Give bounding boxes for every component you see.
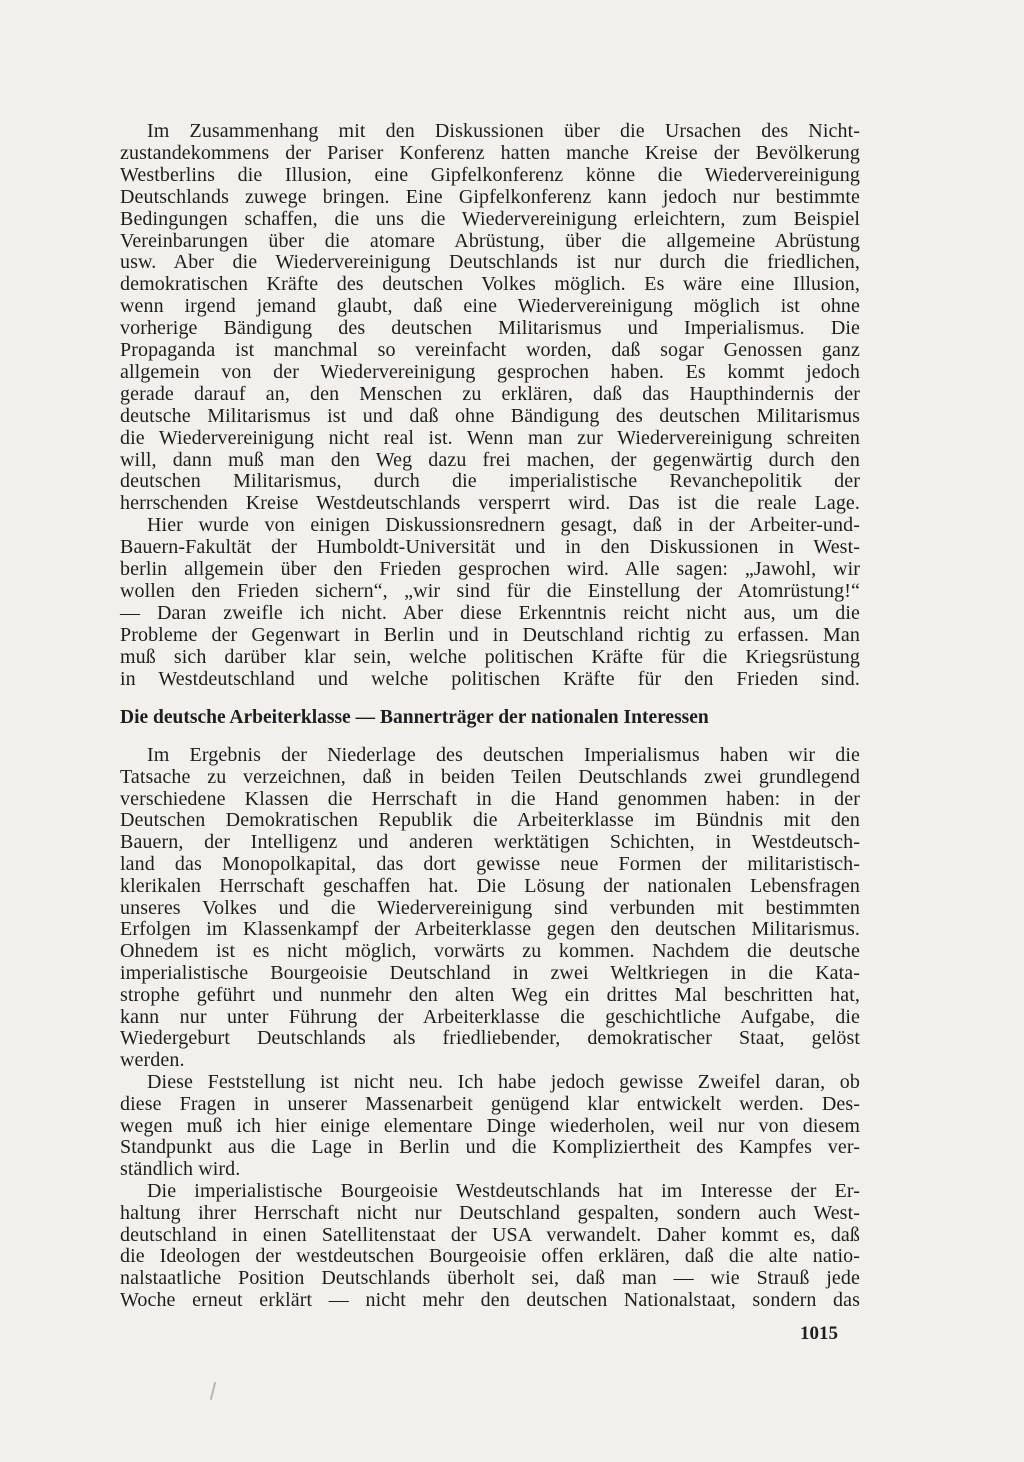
text-line: allgemein von der Wiedervereinigung gesprochen haben. Es kommt jedoch [120,360,860,383]
text-line: die Ideologen der westdeutschen Bourgeoisie offen erklären, daß die alte natio- [120,1245,860,1268]
text-line: berlin allgemein über den Frieden gesprochen wird. Alle sagen: „Jawohl, wir [120,558,860,580]
text-line: deutschen Militarismus, durch die imperialistische Revanchepolitik der [120,470,860,493]
text-line: nalstaatliche Position Deutschlands überholt sei, daß man — wie Strauß jede [120,1267,860,1290]
text-line: strophe geführt und nunmehr den alten Weg ein drittes Mal beschritten hat, [120,983,860,1006]
text-line: wollen den Frieden sichern“, „wir sind für die Einstellung der Atomrüstung!“ [120,579,860,602]
text-line: unseres Volkes und die Wiedervereinigung sind verbunden mit bestimmten [120,896,860,919]
text-line: Propaganda ist manchmal so vereinfacht worden, daß sogar Genossen ganz [120,339,860,361]
text-line: ständlich wird. [120,1158,241,1181]
text-line: Die imperialistische Bourgeoisie Westdeutschlands hat im Interesse der Er- [147,1180,860,1202]
text-line: Erfolgen im Klassenkampf der Arbeiterklasse gegen den deutschen Militarismus. [120,918,860,941]
text-line: Vereinbarungen über die atomare Abrüstung, über die allgemeine Abrüstung [120,229,860,252]
text-line: Woche erneut erklärt — nicht mehr den deutschen Nationalstaat, sondern das [120,1289,860,1311]
text-line: vorherige Bändigung des deutschen Militarismus und Imperialismus. Die [120,317,860,340]
text-line: wenn irgend jemand glaubt, daß eine Wiedervereinigung möglich ist ohne [120,295,860,318]
text-line: Im Zusammenhang mit den Diskussionen über die Ursachen des Nicht- [147,120,860,142]
text-line: imperialistische Bourgeoisie Deutschland in zwei Weltkriegen in die Kata- [120,962,860,984]
text-line: die Wiedervereinigung nicht real ist. Wenn man zur Wiedervereinigung schreiten [120,426,860,449]
text-line: diese Fragen in unserer Massenarbeit genügend klar entwickelt werden. Des- [120,1092,860,1115]
page-number: 1015 [800,1323,838,1344]
text-line: Westberlins die Illusion, eine Gipfelkonferenz könne die Wiedervereinigung [120,163,860,186]
text-line: kann nur unter Führung der Arbeiterklasse die geschichtliche Aufgabe, die [120,1005,860,1028]
section-heading: Die deutsche Arbeiterklasse — Bannerträger der nationalen Interessen [120,707,709,728]
text-line: land das Monopolkapital, das dort gewisse neue Formen der militaristisch- [120,853,860,875]
text-line: Diese Feststellung ist nicht neu. Ich habe jedoch gewisse Zweifel daran, ob [147,1071,860,1093]
text-line: gerade darauf an, den Menschen zu erklären, daß das Haupthindernis der [120,382,860,405]
text-line: zustandekommens der Pariser Konferenz hatten manche Kreise der Bevölkerung [120,141,860,164]
text-line: Tatsache zu verzeichnen, daß in beiden Teilen Deutschlands zwei grundlegend [120,765,860,788]
text-line: Ohnedem ist es nicht möglich, vorwärts zu kommen. Nachdem die deutsche [120,940,860,963]
text-line: Im Ergebnis der Niederlage des deutschen Imperialismus haben wir die [147,744,860,766]
text-line: Deutschlands zuwege bringen. Eine Gipfelkonferenz kann jedoch nur bestimmte [120,185,860,208]
text-line: usw. Aber die Wiedervereinigung Deutschlands ist nur durch die friedlichen, [120,251,860,274]
paper-mark [210,1382,216,1400]
text-line: demokratischen Kräfte des deutschen Volkes möglich. Es wäre eine Illusion, [120,273,860,296]
text-line: wegen muß ich hier einige elementare Dinge wiederholen, weil nur von diesem [120,1114,860,1137]
text-line: haltung ihrer Herrschaft nicht nur Deutschland gespalten, sondern auch West- [120,1201,860,1224]
text-line: herrschenden Kreise Westdeutschlands versperrt wird. Das ist die reale Lage. [120,492,860,515]
text-line: Wiedergeburt Deutschlands als friedliebender, demokratischer Staat, gelöst [120,1027,860,1050]
text-line: verschiedene Klassen die Herrschaft in die Hand genommen haben: in der [120,787,860,810]
text-line: Probleme der Gegenwart in Berlin und in Deutschland richtig zu erfassen. Man [120,623,860,646]
text-line: Bedingungen schaffen, die uns die Wiedervereinigung erleichtern, zum Beispiel [120,207,860,230]
text-line: — Daran zweifle ich nicht. Aber diese Erkenntnis reicht nicht aus, um die [120,601,860,624]
text-line: muß sich darüber klar sein, welche politischen Kräfte für die Kriegsrüstung [120,645,860,668]
text-line: in Westdeutschland und welche politischen Kräfte für den Frieden sind. [120,667,860,690]
text-line: will, dann muß man den Weg dazu frei machen, der gegenwärtig durch den [120,448,860,471]
text-line: Deutschen Demokratischen Republik die Arbeiterklasse im Bündnis mit den [120,809,860,832]
text-line: Standpunkt aus die Lage in Berlin und die Kompliziertheit des Kampfes ver- [120,1136,860,1159]
text-line: deutschland in einen Satellitenstaat der USA verwandelt. Daher kommt es, daß [120,1223,860,1246]
text-line: klerikalen Herrschaft geschaffen hat. Die Lösung der nationalen Lebensfragen [120,874,860,897]
text-line: Bauern-Fakultät der Humboldt-Universität und in den Diskussionen in West- [120,536,860,559]
text-line: Bauern, der Intelligenz und anderen werktätigen Schichten, in Westdeutsch- [120,831,860,854]
text-line: werden. [120,1049,185,1072]
text-line: deutsche Militarismus ist und daß ohne Bändigung des deutschen Militarismus [120,404,860,427]
text-line: Hier wurde von einigen Diskussionsrednern gesagt, daß in der Arbeiter-und- [147,514,860,537]
